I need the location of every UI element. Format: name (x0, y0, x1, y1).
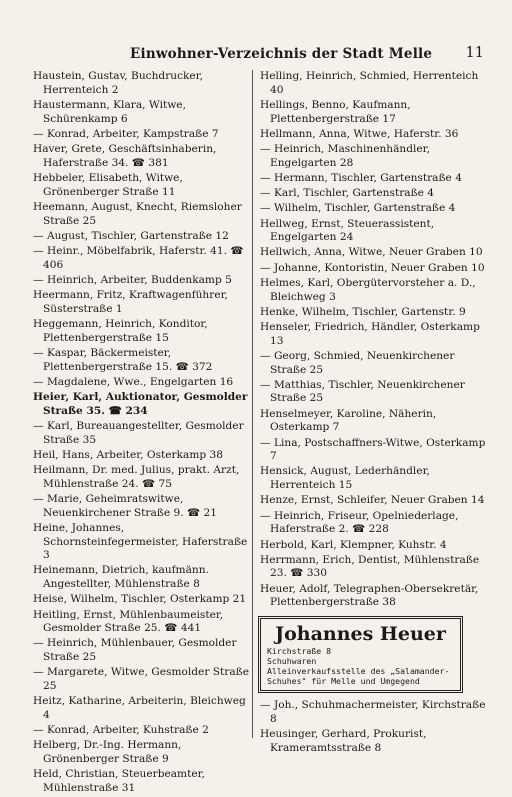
directory-entry: — Heinr., Möbelfabrik, Haferstr. 41. ☎ 406 (33, 244, 244, 271)
directory-entry: — Johanne, Kontoristin, Neuer Graben 10 (260, 261, 485, 274)
directory-entry: — Marie, Geheimratswitwe, Neuenkirchener Straße 9. ☎ 21 (33, 492, 218, 519)
ad-title: Johannes Heuer (275, 623, 446, 646)
page-number: 11 (465, 45, 484, 61)
page-title: Einwohner-Verzeichnis der Stadt Melle (130, 46, 433, 62)
directory-entry: Haver, Grete, Geschäftsinhaberin, Haferstraße 34. ☎ 381 (33, 143, 217, 169)
directory-entry: Heggemann, Heinrich, Konditor, Plettenbergerstraße 15 (33, 317, 208, 344)
ad-line: Schuhwaren (267, 656, 317, 667)
right-entries-bottom (260, 699, 490, 755)
directory-entry: Held, Christian, Steuerbeamter, Mühlenstraße 31 (33, 768, 205, 794)
directory-entry: — Joh., Schuhmachermeister, Kirchstraße 8 (260, 699, 486, 725)
directory-entry: — Wilhelm, Tischler, Gartenstraße 4 (260, 202, 456, 215)
ad-line: Alleinverkaufsstelle des „Salamander- (267, 666, 450, 677)
directory-entry: Herbold, Karl, Klempner, Kuhstr. 4 (260, 538, 447, 551)
directory-entry: Henze, Ernst, Schleifer, Neuer Graben 14 (260, 494, 485, 507)
directory-entry: — Hermann, Tischler, Gartenstraße 4 (260, 171, 462, 184)
directory-entry: — Heinrich, Maschinenhändler, Engelgarten 28 (260, 143, 430, 169)
directory-entry: — Konrad, Arbeiter, Kuhstraße 2 (33, 724, 209, 737)
directory-entry: — Konrad, Arbeiter, Kampstraße 7 (33, 127, 219, 140)
advertisement-box (258, 616, 463, 693)
directory-entry: Hensick, August, Lederhändler, Herrenteich 15 (260, 465, 430, 492)
directory-entry: Heuer, Adolf, Telegraphen-Obersekretär, Plettenbergerstraße 38 (260, 582, 479, 609)
directory-entry: Heise, Wilhelm, Tischler, Osterkamp 21 (33, 593, 247, 606)
column-divider (252, 70, 253, 738)
directory-entry: Haustein, Gustav, Buchdrucker, Herrenteich 2 (33, 70, 203, 96)
directory-entry: Heine, Johannes, Schornsteinfegermeister, Haferstraße 3 (33, 521, 248, 562)
directory-entry: Henselmeyer, Karoline, Näherin, Osterkamp 7 (260, 407, 437, 434)
directory-entry: — Magdalene, Wwe., Engelgarten 16 (33, 375, 234, 388)
right-entries-top (260, 70, 490, 610)
directory-entry: — Kaspar, Bäckermeister, Plettenbergerstraße 15. ☎ 372 (33, 346, 213, 373)
directory-entry: — Karl, Bureauangestellter, Gesmolder Straße 35 (33, 419, 244, 446)
ad-line: Schuhes" für Melle und Umgegend (267, 676, 420, 687)
directory-entry: Heitling, Ernst, Mühlenbaumeister, Gesmolder Straße 25. ☎ 441 (33, 608, 224, 635)
directory-entry: — Margarete, Witwe, Gesmolder Straße 25 (33, 666, 250, 693)
directory-entry: Helberg, Dr.-Ing. Hermann, Grönenberger Straße 9 (33, 739, 182, 766)
directory-entry: Helling, Heinrich, Schmied, Herrenteich 40 (260, 70, 479, 96)
right-column (260, 70, 490, 757)
directory-entry: — Karl, Tischler, Gartenstraße 4 (260, 187, 435, 200)
directory-entry: Heemann, August, Knecht, Riemsloher Straße 25 (33, 200, 242, 227)
directory-entry: Henseler, Friedrich, Händler, Osterkamp 13 (260, 320, 480, 347)
directory-entry: — Heinrich, Mühlenbauer, Gesmolder Straße 25 (33, 637, 237, 664)
directory-entry: Hellwich, Anna, Witwe, Neuer Graben 10 (260, 246, 483, 259)
directory-entry: Hebbeler, Elisabeth, Witwe, Grönenberger Straße 11 (33, 171, 183, 198)
directory-entry: Hellmann, Anna, Witwe, Haferstr. 36 (260, 127, 459, 140)
directory-entry: — August, Tischler, Gartenstraße 12 (33, 229, 229, 242)
directory-entry: Heermann, Fritz, Kraftwagenführer, Süsterstraße 1 (33, 289, 228, 315)
directory-entry: — Georg, Schmied, Neuenkirchener Straße 25 (260, 349, 455, 376)
ad-line: Kirchstraße 8 (267, 646, 332, 657)
directory-entry: Heusinger, Gerhard, Prokurist, Krameramtsstraße 8 (260, 727, 427, 754)
directory-entry: Heilmann, Dr. med. Julius, prakt. Arzt, Mühlenstraße 24. ☎ 75 (33, 463, 240, 490)
directory-entry: — Heinrich, Arbeiter, Buddenkamp 5 (33, 273, 232, 286)
directory-entry: — Lina, Postschaffners-Witwe, Osterkamp 7 (260, 436, 486, 463)
directory-entry: — Heinrich, Friseur, Opelniederlage, Haferstraße 2. ☎ 228 (260, 509, 459, 536)
left-column (33, 70, 251, 797)
directory-entry: Heier, Karl, Auktionator, Gesmolder Straße 35. ☎ 234 (33, 390, 248, 417)
directory-entry: Heitz, Katharine, Arbeiterin, Bleichweg 4 (33, 695, 246, 721)
directory-entry: Hellings, Benno, Kaufmann, Plettenbergerstraße 17 (260, 98, 411, 125)
page-header (30, 46, 492, 68)
directory-entry: Heil, Hans, Arbeiter, Osterkamp 38 (33, 448, 224, 461)
directory-entry: Heinemann, Dietrich, kaufmänn. Angestellter, Mühlenstraße 8 (33, 564, 209, 591)
directory-entry: Henke, Wilhelm, Tischler, Gartenstr. 9 (260, 305, 466, 318)
directory-entry: — Matthias, Tischler, Neuenkirchener Straße 25 (260, 378, 465, 405)
directory-entry: Helmes, Karl, Obergütervorsteher a. D., Bleichweg 3 (260, 276, 476, 303)
directory-entry: Haustermann, Klara, Witwe, Schürenkamp 6 (33, 98, 186, 125)
directory-entry: Hellweg, Ernst, Steuerassistent, Engelgarten 24 (260, 217, 435, 244)
directory-entry: Herrmann, Erich, Dentist, Mühlenstraße 23. ☎ 330 (260, 553, 480, 580)
